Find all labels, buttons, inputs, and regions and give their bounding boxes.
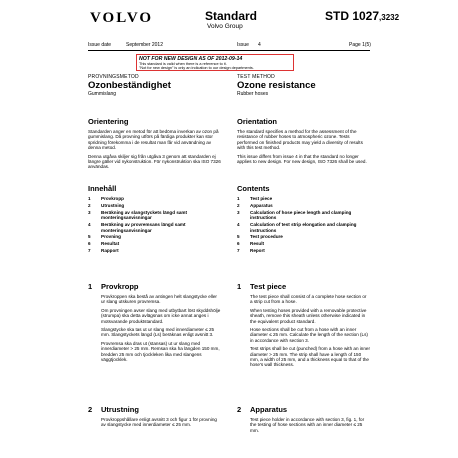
header-divider	[88, 50, 370, 51]
method-label: TEST METHOD	[237, 74, 275, 80]
orientation-paragraph-1: The standard specifies a method for the assessment of the resistance of rubber hoses to atmospheric ozone. Tests performed on finished products may yield a diversity of results with this test method.	[237, 129, 363, 151]
toc-item[interactable]: 2 Apparatus	[237, 202, 273, 208]
toc-item[interactable]: 2 Utrustning	[88, 202, 125, 208]
toc-item[interactable]: 4 Beräkning av provremsans längd samt monteringsanvisningar	[88, 222, 186, 233]
toc-item[interactable]: 7 Rapport	[88, 248, 119, 254]
not-for-new-design-notice	[136, 54, 294, 71]
issue-date: September 2012	[126, 42, 163, 48]
orientation-heading: Orientering	[88, 117, 129, 126]
table-of-contents	[237, 196, 370, 254]
section-1-heading: 1 Test piece	[237, 282, 287, 291]
notice-line-3: "Not for new design" is only an indication to our design departments.	[139, 66, 254, 71]
issue-label: Issue	[237, 42, 249, 48]
standard-title: Standard	[205, 9, 258, 23]
contents-heading: Contents	[237, 184, 270, 193]
orientation-paragraph-2: This issue differs from issue 4 in that the standard no longer applies to new design. For new design, ISO 7326 shall be used.	[237, 153, 367, 165]
toc-item[interactable]: 5 Provning	[88, 234, 121, 240]
method-label: PROVNINGSMETOD	[88, 74, 139, 80]
volvo-logo: VOLVO	[90, 10, 154, 26]
page-number: Page 1(5)	[349, 42, 371, 48]
notice-line-2: This standard is valid when there is a reference to it.	[139, 62, 227, 66]
section-1-paragraph: Test strips shall be cut (punched) from a hose with an inner diameter > 25 mm. The strip shall have a length of 150 mm, a width of 25 mm, and a thickness equal to that of the hose's wall thickness.	[250, 346, 371, 368]
table-of-contents	[88, 196, 221, 254]
section-1-paragraph: The test piece shall consist of a complete hose section or a strip cut from a hose.	[250, 294, 367, 305]
contents-heading: Innehåll	[88, 184, 117, 193]
toc-item[interactable]: 7 Report	[237, 248, 265, 254]
doc-subtitle: Rubber hoses	[237, 91, 269, 97]
standard-group: Volvo Group	[207, 23, 243, 30]
toc-item[interactable]: 5 Test procedure	[237, 234, 283, 240]
section-2-paragraph: Test piece holder in accordance with section 3, fig. 1, for the testing of hose sections with an inner diameter ≤ 25 mm.	[250, 417, 365, 433]
doc-subtitle: Gummislang	[88, 91, 117, 97]
toc-item[interactable]: 1 Test piece	[237, 196, 273, 201]
section-1-heading: 1 Provkropp	[88, 282, 139, 291]
orientation-heading: Orientation	[237, 117, 278, 126]
toc-item[interactable]: 1 Provkropp	[88, 196, 124, 201]
toc-item[interactable]: 4 Calculation of test strip elongation and clamping instructions	[237, 222, 357, 233]
notice-line-1: NOT FOR NEW DESIGN AS OF 2012-09-14	[139, 56, 243, 62]
doc-title: Ozonbeständighet	[88, 80, 171, 91]
orientation-paragraph-2: Denna utgåva skiljer sig från utgåva 3 genom att standarden ej längre gäller vid nykonstruktion. För nykonstruktion ska ISO 7326 användas.	[88, 153, 221, 170]
issue-date-label: Issue date	[88, 42, 112, 48]
section-2-heading: 2 Utrustning	[88, 405, 139, 414]
section-1-paragraph: When testing hoses provided with a removable protective sheath, remove this sheath unless otherwise indicated in the equivalent product standard.	[250, 307, 367, 324]
toc-item[interactable]: 3 Beräkning av slangstyckets längd samt monteringsanvisningar	[88, 209, 188, 221]
toc-item[interactable]: 6 Result	[237, 241, 265, 247]
doc-title: Ozone resistance	[237, 80, 316, 91]
toc-item[interactable]: 6 Resultat	[88, 241, 120, 247]
standard-number	[325, 9, 399, 23]
section-1-paragraph: Slangstycke ska tas ut ur slang med innerdiameter ≤ 25 mm. Slangstyckets längd (Ls) beräknas enligt avsnitt 3.	[101, 327, 215, 338]
section-1-paragraph: Provkroppen ska bestå av antingen helt slangstycke eller ur slang utskuren provremsa.	[101, 294, 217, 305]
standard-number-suffix: ,3232	[379, 13, 400, 22]
issue-number: 4	[258, 42, 261, 48]
section-2-paragraph: Provkroppshållare enligt avsnitt 3 och figur 1 för provning av slangstycke med innerdiameter ≤ 25 mm.	[101, 417, 217, 428]
section-2-heading: 2 Apparatus	[237, 405, 288, 414]
toc-item[interactable]: 3 Calculation of hose piece length and clamping instructions	[237, 209, 352, 221]
standard-number-main: STD 1027	[325, 9, 380, 23]
orientation-paragraph-1: Standarden anger en metod för att bedöma inverkan av ozon på gummislang. Då provning utförs på färdiga produkter kan stor spridning förekomma i de resultat man får vid användning av denna metod.	[88, 129, 219, 151]
section-1-paragraph: Provremsa ska dras ut (stansas) ut ur slang med innerdiameter > 25 mm. Remsan ska ha längden 150 mm, bredden 25 mm och tjockleken lika med slangens väggtjocklek.	[101, 340, 220, 363]
page-header	[0, 0, 458, 40]
section-1-paragraph: Om provningen avser slang med utbytbart löst skyddshölje (strumpa) ska detta avlägsnas om icke annat anges i motsvarande produktstandard.	[101, 307, 221, 324]
section-1-paragraph: Hose sections shall be cut from a hose with an inner diameter ≤ 25 mm. Calculate the length of the section (Ls) in accordance with section 3.	[250, 327, 368, 343]
